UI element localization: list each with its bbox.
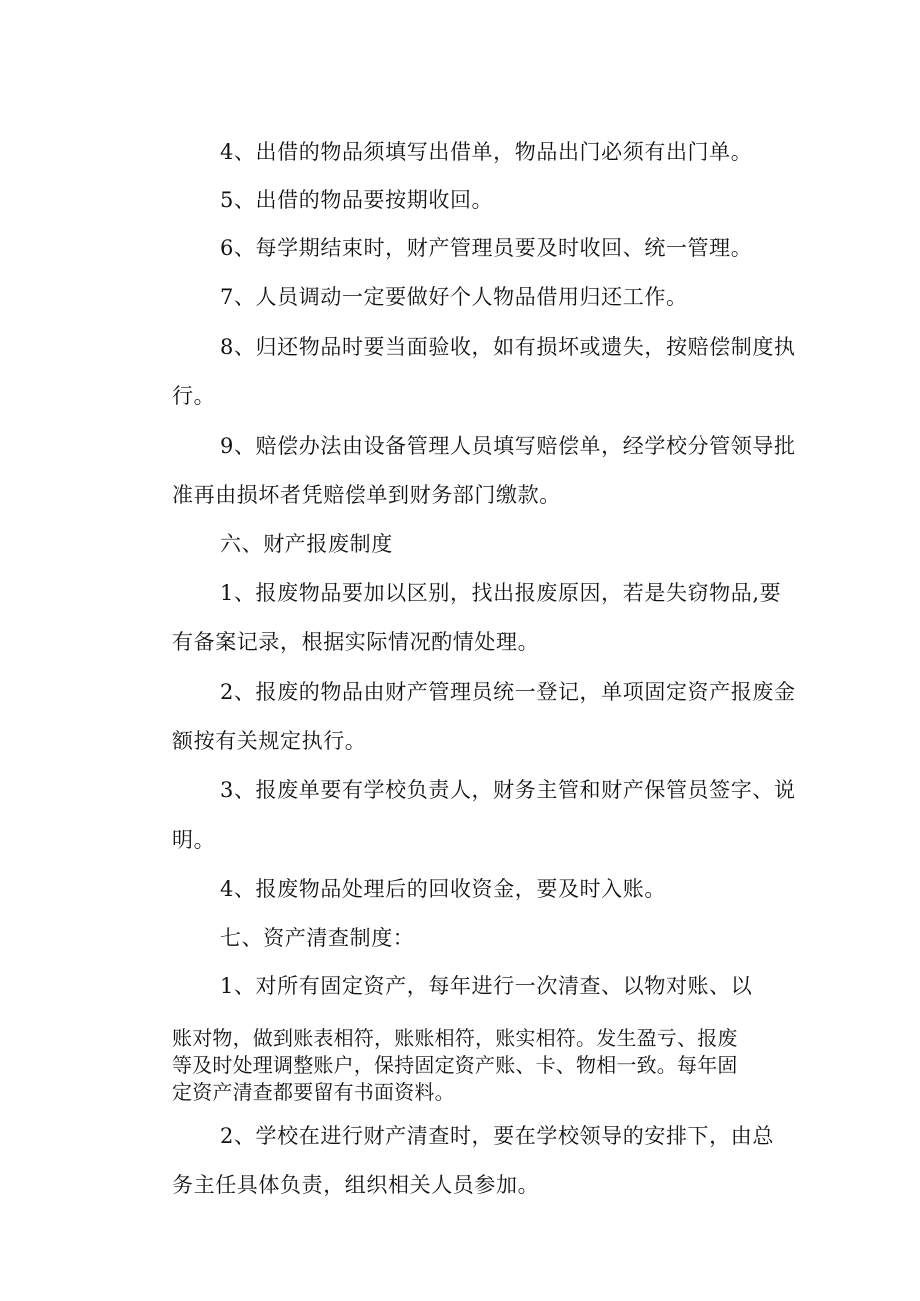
item-audit-leadership: 2、学校在进行财产清查时，要在学校领导的安排下，由总	[220, 1124, 774, 1148]
item-scrap-register-cont: 额按有关规定执行。	[172, 729, 367, 753]
item-scrap-register: 2、报废的物品由财产管理员统一登记，单项固定资产报废金	[220, 680, 796, 704]
item-scrap-signature-cont: 明。	[172, 828, 216, 852]
item-staff-transfer: 7、人员调动一定要做好个人物品借用归还工作。	[220, 285, 688, 309]
item-audit-annual-cont-3: 定资产清查都要留有书面资料。	[172, 1080, 455, 1104]
item-scrap-distinguish-cont: 有备案记录，根据实际情况酌情处理。	[172, 630, 540, 654]
item-lend-return: 5、出借的物品要按期收回。	[220, 188, 494, 212]
section-heading-audit: 七、资产清查制度：	[220, 926, 415, 950]
item-audit-leadership-cont: 务主任具体负责，组织相关人员参加。	[172, 1173, 540, 1197]
item-scrap-funds: 4、报废物品处理后的回收资金，要及时入账。	[220, 877, 666, 901]
item-scrap-distinguish: 1、报废物品要加以区别，找出报废原因，若是失窃物品,要	[220, 581, 782, 605]
section-heading-scrap: 六、财产报废制度	[220, 532, 393, 556]
item-audit-annual-cont-1: 账对物，做到账表相符，账账相符，账实相符。发生盈亏、报废	[172, 1026, 738, 1050]
item-compensation: 9、赔偿办法由设备管理人员填写赔偿单，经学校分管领导批	[220, 434, 796, 458]
item-semester-collect: 6、每学期结束时，财产管理员要及时收回、统一管理。	[220, 236, 753, 260]
item-audit-annual-cont-2: 等及时处理调整账户，保持固定资产账、卡、物相一致。每年固	[172, 1053, 738, 1077]
item-audit-annual: 1、对所有固定资产，每年进行一次清查、以物对账、以	[220, 974, 753, 998]
item-return-inspection: 8、归还物品时要当面验收，如有损坏或遗失，按赔偿制度执	[220, 335, 796, 359]
item-scrap-signature: 3、报废单要有学校负责人，财务主管和财产保管员签字、说	[220, 778, 796, 802]
item-return-inspection-cont: 行。	[172, 384, 216, 408]
item-lend-slip: 4、出借的物品须填写出借单，物品出门必须有出门单。	[220, 140, 753, 164]
item-compensation-cont: 准再由损坏者凭赔偿单到财务部门缴款。	[172, 483, 561, 507]
